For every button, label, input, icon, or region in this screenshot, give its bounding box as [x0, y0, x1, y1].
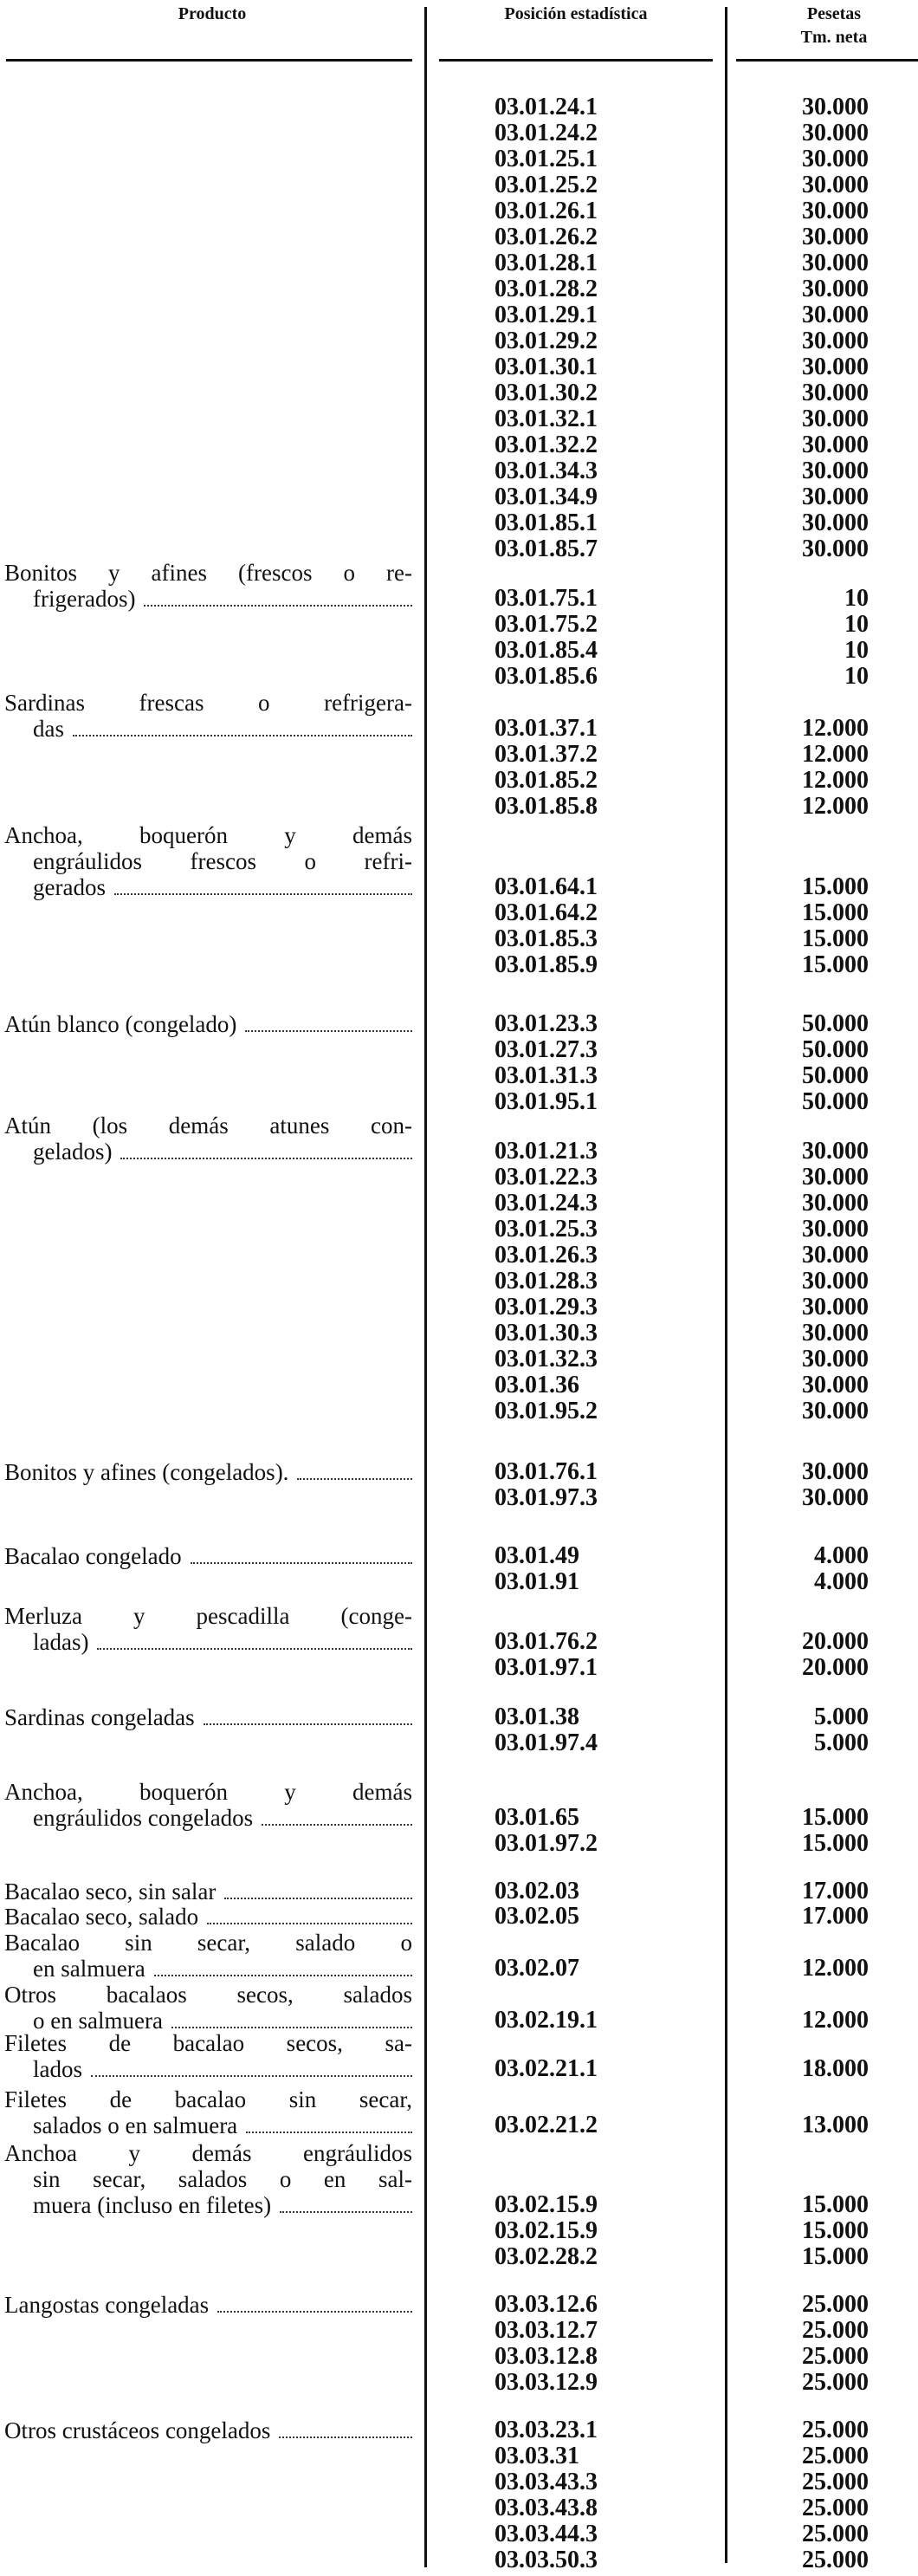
price-per-tonne: 10 — [844, 637, 869, 664]
product-name-line — [33, 1956, 412, 1982]
statistical-position: 03.01.95.1 — [495, 1088, 598, 1115]
statistical-position: 03.01.85.8 — [495, 793, 598, 820]
price-per-tonne: 12.000 — [802, 767, 869, 794]
product-name-text: Otros crustáceos congelados — [4, 2417, 271, 2443]
product-name-line — [4, 2417, 412, 2443]
statistical-position: 03.01.36 — [495, 1372, 579, 1398]
dot-leader — [171, 2027, 412, 2028]
price-per-tonne: 15.000 — [802, 1804, 869, 1831]
product-name-line: Sardinas frescas o refrigera- — [4, 690, 412, 716]
statistical-position: 03.03.12.8 — [495, 2343, 598, 2370]
price-per-tonne: 30.000 — [802, 535, 869, 562]
statistical-position: 03.01.34.9 — [495, 483, 598, 510]
statistical-position: 03.01.64.2 — [495, 899, 598, 926]
price-per-tonne: 20.000 — [802, 1654, 869, 1681]
price-per-tonne: 10 — [844, 663, 869, 690]
statistical-position: 03.03.12.6 — [495, 2291, 598, 2318]
price-per-tonne: 25.000 — [802, 2317, 869, 2344]
statistical-position: 03.01.28.3 — [495, 1268, 598, 1294]
price-per-tonne: 30.000 — [802, 457, 869, 484]
price-per-tonne: 15.000 — [802, 2243, 869, 2270]
statistical-position: 03.02.21.2 — [495, 2112, 598, 2138]
product-name-line — [33, 586, 412, 612]
price-per-tonne: 25.000 — [802, 2443, 869, 2469]
column-divider-left — [424, 7, 427, 2567]
product-name-line — [4, 1878, 412, 1904]
price-per-tonne: 25.000 — [802, 2343, 869, 2370]
product-name-line: Anchoa, boquerón y demás — [4, 1779, 412, 1805]
product-name-line: Filetes de bacalao sin secar, — [4, 2086, 412, 2112]
product-name-text: frigerados) — [33, 586, 136, 612]
price-per-tonne: 10 — [844, 611, 869, 638]
price-per-tonne: 18.000 — [802, 2055, 869, 2082]
statistical-position: 03.02.15.9 — [495, 2217, 598, 2244]
price-per-tonne: 25.000 — [802, 2547, 869, 2573]
statistical-position: 03.01.25.3 — [495, 1216, 598, 1243]
product-name-line: Filetes de bacalao secos, sa- — [4, 2030, 412, 2056]
dot-leader — [73, 735, 412, 736]
statistical-position: 03.01.25.1 — [495, 146, 598, 172]
price-per-tonne: 30.000 — [802, 1372, 869, 1398]
product-name-text: en salmuera — [33, 1956, 145, 1982]
price-per-tonne: 5.000 — [814, 1729, 869, 1756]
product-name-line: sin secar, salados o en sal- — [33, 2166, 412, 2192]
product-name-text: Bacalao seco, sin salar — [4, 1878, 217, 1904]
product-name-text: das — [33, 716, 64, 742]
product-name-text: engráulidos congelados — [33, 1805, 254, 1831]
price-per-tonne: 15.000 — [802, 2191, 869, 2218]
product-name-line — [33, 874, 412, 900]
price-per-tonne: 30.000 — [802, 1294, 869, 1320]
dot-leader — [207, 1923, 412, 1924]
product-name-line: engráulidos frescos o refri- — [33, 848, 412, 874]
price-per-tonne: 12.000 — [802, 2007, 869, 2034]
statistical-position: 03.01.76.2 — [495, 1628, 598, 1655]
product-name-text: Langostas congeladas — [4, 2292, 210, 2318]
statistical-position: 03.01.24.2 — [495, 120, 598, 146]
dot-leader — [279, 2436, 412, 2438]
price-per-tonne: 30.000 — [802, 120, 869, 146]
product-name-text: Sardinas congeladas — [4, 1704, 195, 1730]
header-rule-product — [6, 59, 412, 62]
statistical-position: 03.01.30.3 — [495, 1320, 598, 1346]
statistical-position: 03.01.97.3 — [495, 1484, 598, 1511]
product-name-line — [4, 2292, 412, 2318]
price-per-tonne: 10 — [844, 585, 869, 612]
statistical-position: 03.01.30.2 — [495, 380, 598, 406]
statistical-position: 03.02.19.1 — [495, 2007, 598, 2034]
dot-leader — [144, 605, 412, 607]
price-per-tonne: 25.000 — [802, 2291, 869, 2318]
statistical-position: 03.01.22.3 — [495, 1164, 598, 1191]
statistical-position: 03.03.31 — [495, 2443, 579, 2469]
statistical-position: 03.01.38 — [495, 1703, 579, 1730]
price-per-tonne: 30.000 — [802, 328, 869, 354]
header-rule-price — [736, 59, 918, 62]
statistical-position: 03.03.12.9 — [495, 2369, 598, 2396]
column-header-product: Producto — [178, 4, 247, 23]
price-per-tonne: 20.000 — [802, 1628, 869, 1655]
statistical-position: 03.02.28.2 — [495, 2243, 598, 2270]
statistical-position: 03.01.26.2 — [495, 224, 598, 250]
statistical-position: 03.01.32.3 — [495, 1346, 598, 1372]
price-per-tonne: 30.000 — [802, 198, 869, 224]
statistical-position: 03.01.75.2 — [495, 611, 598, 638]
price-per-tonne: 30.000 — [802, 1138, 869, 1165]
statistical-position: 03.01.26.3 — [495, 1242, 598, 1269]
statistical-position: 03.02.21.1 — [495, 2055, 598, 2082]
column-header-position: Posición estadística — [504, 4, 648, 23]
product-name-text: muera (incluso en filetes) — [33, 2192, 272, 2218]
statistical-position: 03.01.85.6 — [495, 663, 598, 690]
statistical-position: 03.01.30.1 — [495, 354, 598, 380]
price-per-tonne: 30.000 — [802, 1216, 869, 1243]
price-per-tonne: 30.000 — [802, 1242, 869, 1269]
product-name-text: Atún blanco (congelado) — [4, 1011, 237, 1037]
statistical-position: 03.01.23.3 — [495, 1010, 598, 1037]
column-divider-right — [725, 7, 727, 2563]
product-name-text: lados — [33, 2056, 82, 2082]
product-name-line — [4, 1459, 412, 1485]
statistical-position: 03.01.29.2 — [495, 328, 598, 354]
dot-leader — [297, 1478, 412, 1480]
header-rule-position — [439, 59, 713, 62]
price-per-tonne: 13.000 — [802, 2112, 869, 2138]
statistical-position: 03.01.97.2 — [495, 1830, 598, 1857]
price-per-tonne: 12.000 — [802, 741, 869, 768]
statistical-position: 03.01.25.2 — [495, 172, 598, 198]
price-per-tonne: 12.000 — [802, 793, 869, 820]
product-name-text: gerados — [33, 874, 106, 900]
statistical-position: 03.01.97.1 — [495, 1654, 598, 1681]
product-name-line: Merluza y pescadilla (conge- — [4, 1603, 412, 1629]
statistical-position: 03.01.29.1 — [495, 302, 598, 328]
statistical-position: 03.01.76.1 — [495, 1458, 598, 1485]
dot-leader — [246, 2132, 412, 2133]
product-name-line — [33, 2192, 412, 2218]
statistical-position: 03.01.32.1 — [495, 406, 598, 432]
price-per-tonne: 30.000 — [802, 1268, 869, 1294]
price-per-tonne: 15.000 — [802, 2217, 869, 2244]
statistical-position: 03.01.34.3 — [495, 457, 598, 484]
price-per-tonne: 30.000 — [802, 509, 869, 536]
statistical-position: 03.01.64.1 — [495, 873, 598, 900]
product-name-line — [33, 1629, 412, 1655]
product-name-text: Bacalao seco, salado — [4, 1904, 199, 1930]
statistical-position: 03.03.50.3 — [495, 2547, 598, 2573]
statistical-position: 03.01.26.1 — [495, 198, 598, 224]
statistical-position: 03.01.85.1 — [495, 509, 598, 536]
statistical-position: 03.01.85.7 — [495, 535, 598, 562]
statistical-position: 03.01.97.4 — [495, 1729, 598, 1756]
column-header-price-line2: Tm. neta — [800, 28, 868, 47]
dot-leader — [245, 1030, 412, 1032]
price-per-tonne: 30.000 — [802, 172, 869, 198]
statistical-position: 03.01.49 — [495, 1542, 579, 1569]
price-per-tonne: 30.000 — [802, 380, 869, 406]
statistical-position: 03.01.24.3 — [495, 1190, 598, 1217]
price-per-tonne: 25.000 — [802, 2521, 869, 2547]
statistical-position: 03.01.91 — [495, 1568, 579, 1595]
column-header-price-line1: Pesetas — [806, 4, 862, 23]
statistical-position: 03.01.27.3 — [495, 1036, 598, 1063]
price-per-tonne: 4.000 — [814, 1542, 869, 1569]
statistical-position: 03.03.44.3 — [495, 2521, 598, 2547]
product-name-text: Bonitos y afines (congelados). — [4, 1459, 289, 1485]
statistical-position: 03.03.43.3 — [495, 2469, 598, 2495]
price-per-tonne: 15.000 — [802, 1830, 869, 1857]
statistical-position: 03.01.95.2 — [495, 1398, 598, 1424]
price-per-tonne: 30.000 — [802, 431, 869, 458]
price-per-tonne: 50.000 — [802, 1062, 869, 1089]
price-per-tonne: 30.000 — [802, 1458, 869, 1485]
statistical-position: 03.01.28.1 — [495, 250, 598, 276]
product-name-line: Bacalao sin secar, salado o — [4, 1930, 412, 1956]
product-name-line: Atún (los demás atunes con- — [4, 1113, 412, 1139]
statistical-position: 03.01.28.2 — [495, 276, 598, 302]
statistical-position: 03.01.37.1 — [495, 715, 598, 742]
price-per-tonne: 50.000 — [802, 1010, 869, 1037]
product-name-line — [4, 1704, 412, 1730]
price-per-tonne: 30.000 — [802, 483, 869, 510]
price-per-tonne: 15.000 — [802, 951, 869, 978]
product-name-line: Anchoa y demás engráulidos — [4, 2140, 412, 2166]
product-name-line: Bonitos y afines (frescos o re- — [4, 560, 412, 586]
price-per-tonne: 15.000 — [802, 925, 869, 952]
price-per-tonne: 50.000 — [802, 1036, 869, 1063]
price-per-tonne: 50.000 — [802, 1088, 869, 1115]
product-name-text: salados o en salmuera — [33, 2112, 238, 2138]
product-name-line — [33, 2112, 412, 2138]
statistical-position: 03.01.75.1 — [495, 585, 598, 612]
dot-leader — [262, 1824, 412, 1826]
price-per-tonne: 25.000 — [802, 2417, 869, 2443]
product-name-line — [33, 1805, 412, 1831]
product-name-line — [33, 1139, 412, 1165]
price-per-tonne: 30.000 — [802, 250, 869, 276]
price-per-tonne: 25.000 — [802, 2495, 869, 2521]
product-name-line: Anchoa, boquerón y demás — [4, 822, 412, 848]
price-per-tonne: 30.000 — [802, 1164, 869, 1191]
price-per-tonne: 5.000 — [814, 1703, 869, 1730]
price-per-tonne: 17.000 — [802, 1903, 869, 1930]
price-per-tonne: 30.000 — [802, 224, 869, 250]
statistical-position: 03.02.15.9 — [495, 2191, 598, 2218]
product-name-text: o en salmuera — [33, 2008, 163, 2034]
dot-leader — [224, 1898, 412, 1899]
statistical-position: 03.01.85.9 — [495, 951, 598, 978]
dot-leader — [120, 1158, 412, 1159]
product-name-text: gelados) — [33, 1139, 113, 1165]
price-per-tonne: 30.000 — [802, 276, 869, 302]
dot-leader — [280, 2211, 412, 2213]
statistical-position: 03.03.23.1 — [495, 2417, 598, 2443]
dot-leader — [114, 893, 412, 895]
product-name-text: ladas) — [33, 1629, 89, 1655]
statistical-position: 03.02.05 — [495, 1903, 579, 1930]
price-per-tonne: 25.000 — [802, 2369, 869, 2396]
product-name-line — [33, 716, 412, 742]
statistical-position: 03.03.43.8 — [495, 2495, 598, 2521]
price-per-tonne: 30.000 — [802, 1398, 869, 1424]
price-per-tonne: 30.000 — [802, 1346, 869, 1372]
price-per-tonne: 25.000 — [802, 2469, 869, 2495]
price-per-tonne: 30.000 — [802, 94, 869, 120]
statistical-position: 03.01.31.3 — [495, 1062, 598, 1089]
statistical-position: 03.01.37.2 — [495, 741, 598, 768]
price-per-tonne: 30.000 — [802, 1190, 869, 1217]
statistical-position: 03.01.65 — [495, 1804, 579, 1831]
statistical-position: 03.01.32.2 — [495, 431, 598, 458]
price-per-tonne: 17.000 — [802, 1878, 869, 1904]
dot-leader — [204, 1723, 412, 1725]
statistical-position: 03.01.24.1 — [495, 94, 598, 120]
price-per-tonne: 15.000 — [802, 899, 869, 926]
dot-leader — [217, 2311, 412, 2313]
statistical-position: 03.02.03 — [495, 1878, 579, 1904]
price-per-tonne: 15.000 — [802, 873, 869, 900]
statistical-position: 03.01.85.4 — [495, 637, 598, 664]
dot-leader — [191, 1562, 412, 1564]
price-per-tonne: 30.000 — [802, 1484, 869, 1511]
statistical-position: 03.01.85.3 — [495, 925, 598, 952]
product-name-line — [4, 1543, 412, 1569]
statistical-position: 03.01.29.3 — [495, 1294, 598, 1320]
price-per-tonne: 12.000 — [802, 715, 869, 742]
dot-leader — [154, 1975, 412, 1976]
price-per-tonne: 4.000 — [814, 1568, 869, 1595]
statistical-position: 03.02.07 — [495, 1955, 579, 1982]
product-name-text: Bacalao congelado — [4, 1543, 182, 1569]
price-per-tonne: 30.000 — [802, 302, 869, 328]
product-name-line: Otros bacalaos secos, salados — [4, 1982, 412, 2008]
statistical-position: 03.01.21.3 — [495, 1138, 598, 1165]
dot-leader — [91, 2075, 412, 2077]
dot-leader — [97, 1648, 412, 1650]
statistical-position: 03.01.85.2 — [495, 767, 598, 794]
product-name-line — [33, 2056, 412, 2082]
statistical-position: 03.03.12.7 — [495, 2317, 598, 2344]
price-per-tonne: 30.000 — [802, 146, 869, 172]
price-per-tonne: 30.000 — [802, 354, 869, 380]
price-per-tonne: 30.000 — [802, 406, 869, 432]
price-per-tonne: 12.000 — [802, 1955, 869, 1982]
product-name-line — [4, 1011, 412, 1037]
price-per-tonne: 30.000 — [802, 1320, 869, 1346]
product-name-line — [4, 1904, 412, 1930]
